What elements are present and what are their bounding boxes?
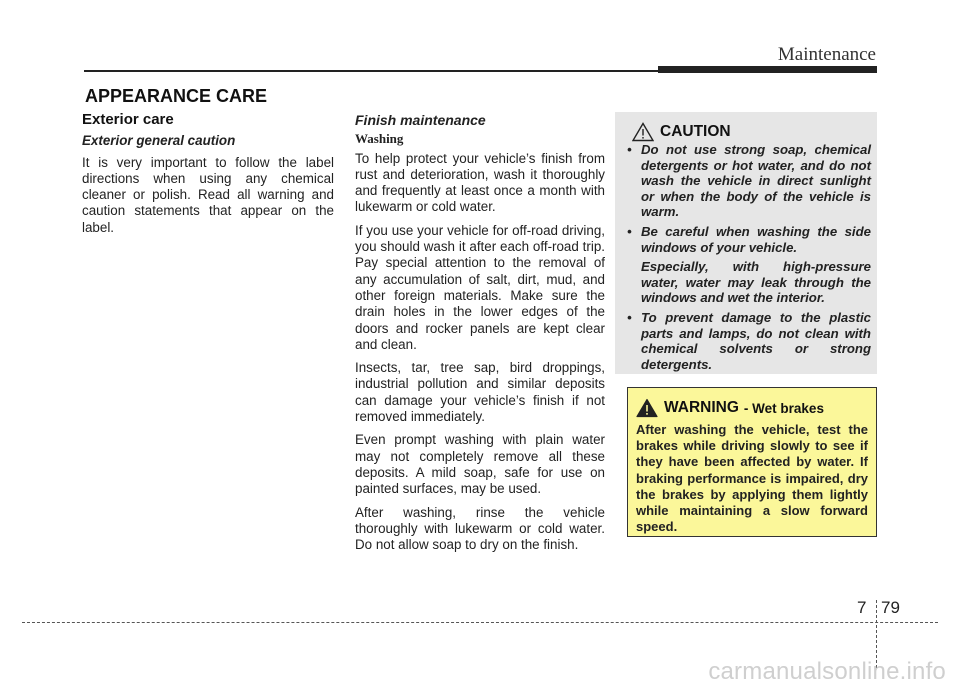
caution-title: CAUTION [660,123,731,140]
warning-title: WARNING [664,399,739,416]
exterior-caution-subheading: Exterior general caution [82,133,236,149]
chapter-number: 7 [857,598,867,617]
watermark: carmanualsonline.info [708,658,946,685]
header-title: Maintenance [777,44,876,65]
caution-item-text: To prevent damage to the plastic parts and lamps, do not clean with chemical solvents or strong detergents. [641,309,871,372]
caution-item [627,310,871,372]
header-rule-accent [658,66,877,73]
caution-item [627,142,871,220]
exterior-caution-paragraph: It is very important to follow the label directions when using any chemical cleaner or polish. Read all warning and caution statements that appear on the label. [82,154,334,235]
finish-maintenance-column [355,112,605,560]
washing-paragraph: To help protect your vehicle’s finish from rust and deterioration, wash it thoroughly and frequently at least once a month with lukewarm or cold water. [355,150,605,215]
exterior-care-heading: Exterior care [82,111,174,128]
caution-item-text: Do not use strong soap, chemical detergents or hot water, and do not wash the vehicle in direct sunlight or when the body of the vehicle is warm. [641,142,871,220]
caution-box [615,112,877,374]
section-title: APPEARANCE CARE [85,86,268,106]
caution-header [632,122,731,142]
page-number: 79 [881,598,900,617]
warning-body: After washing the vehicle, test the brakes while driving slowly to see if they have been affected by water. If braking performance is impaired, dry the brakes by applying them lightly while maintaining a slow forward speed. [636,422,868,535]
footer-rule [22,622,938,623]
washing-subheading: Washing [355,131,404,147]
header-rule [84,70,660,72]
caution-item [627,224,871,255]
caution-list [627,142,871,376]
caution-item-text: Be careful when washing the side windows of your vehicle. [641,223,871,255]
caution-item-note: Especially, with high-pressure water, water may leak through the windows and wet the interior. [641,259,871,306]
warning-subtitle: - Wet brakes [743,400,824,416]
washing-paragraph: After washing, rinse the vehicle thoroughly with lukewarm or cold water. Do not allow soap to dry on the finish. [355,504,605,553]
finish-maintenance-heading: Finish maintenance [355,112,486,128]
washing-paragraph: Even prompt washing with plain water may not completely remove all these deposits. A mild soap, safe for use on painted surfaces, may be used. [355,432,605,497]
warning-header [636,398,824,418]
washing-paragraph: If you use your vehicle for off-road driving, you should wash it after each off-road trip. Pay special attention to the removal of any accumulation of salt, dirt, mud, and other foreign materials. Make sure the drain holes in the lower edges of the doors and rocker panels are kept clear and clean. [355,222,605,352]
bullet-icon: • [627,309,632,325]
caution-triangle-icon [632,122,654,142]
warning-box [627,387,877,537]
bullet-icon: • [627,142,632,157]
washing-paragraph: Insects, tar, tree sap, bird droppings, industrial pollution and similar deposits can damage your vehicle’s finish if not removed immediately. [355,360,605,425]
warning-triangle-icon [636,398,658,418]
bullet-icon: • [627,223,632,239]
exterior-care-column [82,112,334,243]
